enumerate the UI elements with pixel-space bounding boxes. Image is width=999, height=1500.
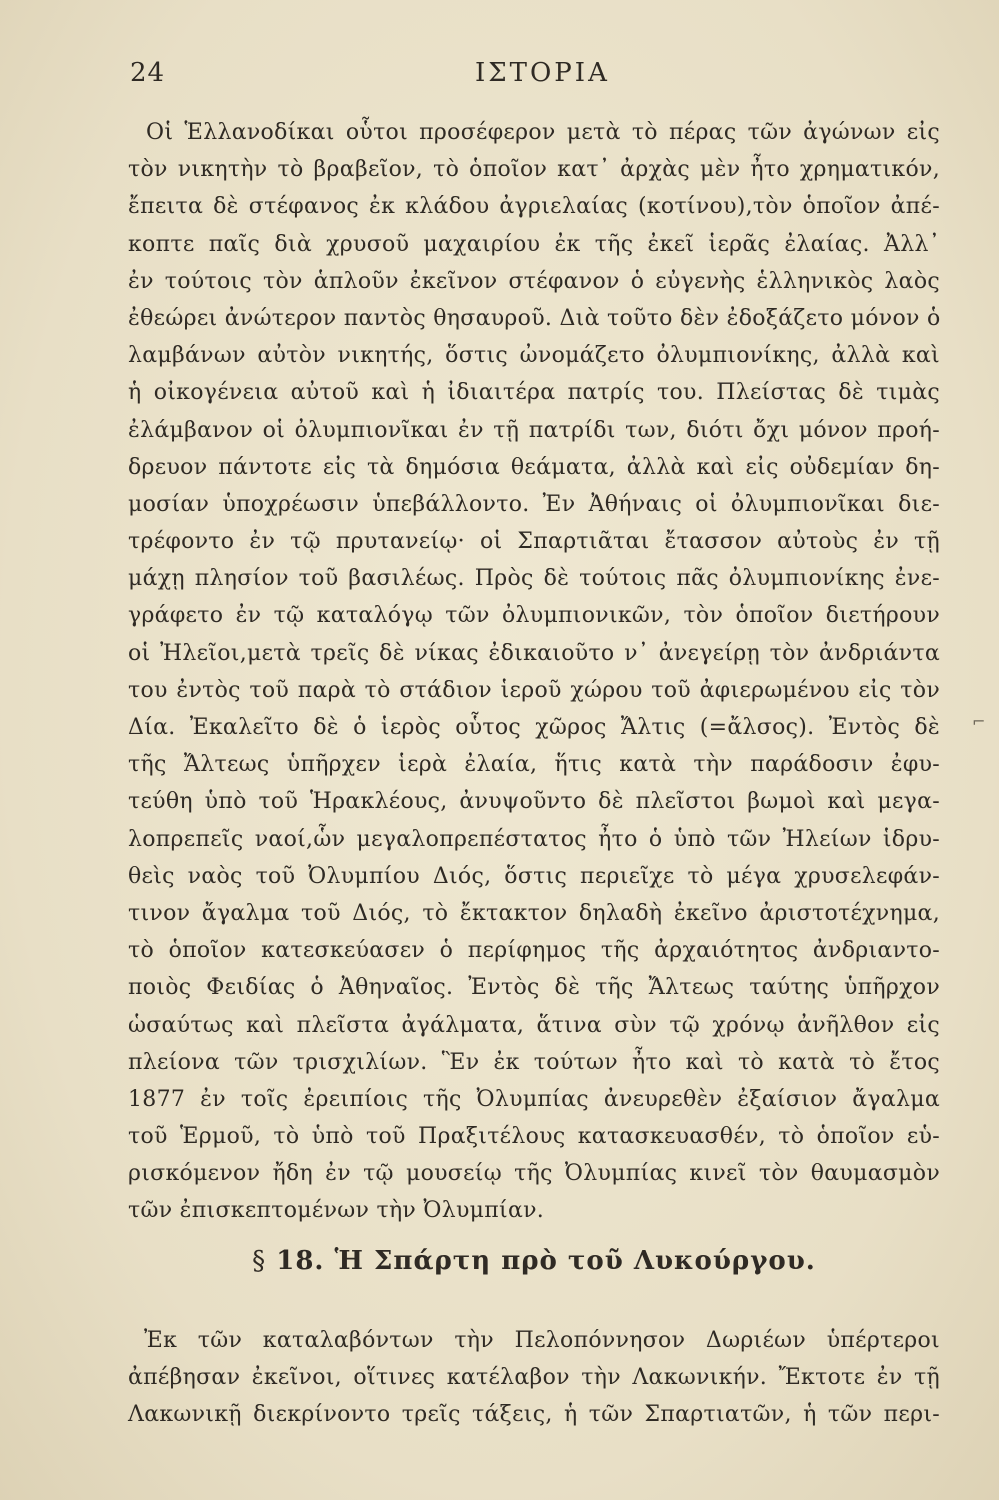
page-number: 24: [130, 58, 166, 88]
section-sign: §: [252, 1246, 267, 1276]
text-line: Ἐκ τῶν καταλαβόντων τὴν Πελοπόννησον Δωριέων ὑπέρτεροι: [144, 1328, 940, 1353]
text-line: τῶν ἐπισκεπτομένων τὴν Ὀλυμπίαν.: [128, 1198, 545, 1224]
text-line: Λακωνικῇ διεκρίνοντο τρεῖς τάξεις, ἡ τῶν Σπαρτιατῶν, ἡ τῶν περι-: [128, 1402, 940, 1428]
text-line: ἡ οἰκογένεια αὐτοῦ καὶ ἡ ἰδιαιτέρα πατρίς του. Πλείστας δὲ τιμὰς: [128, 380, 940, 406]
text-line: τρέφοντο ἐν τῷ πρυτανείῳ· οἱ Σπαρτιᾶται ἔτασσον αὐτοὺς ἐν τῇ: [128, 529, 940, 555]
paragraph-sparta: [128, 1322, 940, 1434]
text-line: ρισκόμενον ἤδη ἐν τῷ μουσείῳ τῆς Ὀλυμπίας κινεῖ τὸν θαυμασμὸν: [128, 1161, 940, 1187]
text-line: τεύθη ὑπὸ τοῦ Ἡρακλέους, ἀνυψοῦντο δὲ πλεῖστοι βωμοὶ καὶ μεγα-: [128, 789, 940, 815]
text-line: δρευον πάντοτε εἰς τὰ δημόσια θεάματα, ἀλλὰ καὶ εἰς οὐδεμίαν δη-: [128, 454, 940, 480]
text-line: τῆς Ἄλτεως ὑπῆρχεν ἱερὰ ἐλαία, ἥτις κατὰ τὴν παράδοσιν ἐφυ-: [128, 752, 940, 778]
page-header: [130, 58, 930, 98]
section-number: 18.: [276, 1246, 325, 1276]
section-title: Ἡ Σπάρτη πρὸ τοῦ Λυκούργου.: [334, 1246, 816, 1276]
text-line: ἔπειτα δὲ στέφανος ἐκ κλάδου ἀγριελαίας (κοτίνου),τὸν ὁποῖον ἀπέ-: [128, 194, 940, 220]
text-line: γράφετο ἐν τῷ καταλόγῳ τῶν ὀλυμπιονικῶν, τὸν ὁποῖον διετήρουν: [128, 603, 940, 629]
text-line: τοῦ Ἑρμοῦ, τὸ ὑπὸ τοῦ Πραξιτέλους κατασκευασθέν, τὸ ὁποῖον εὑ-: [128, 1124, 940, 1150]
text-line: Δία. Ἐκαλεῖτο δὲ ὁ ἱερὸς οὗτος χῶρος Ἄλτις (=ἄλσος). Ἐντὸς δὲ: [128, 715, 940, 740]
text-line: μοσίαν ὑποχρέωσιν ὑπεβάλλοντο. Ἐν Ἀθήναις οἱ ὀλυμπιονῖκαι διε-: [128, 491, 940, 517]
text-line: 1877 ἐν τοῖς ἐρειπίοις τῆς Ὀλυμπίας ἀνευρεθὲν ἐξαίσιον ἄγαλμα: [128, 1086, 940, 1112]
paragraph-olympic-victors: [128, 114, 940, 1230]
text-line: θεὶς ναὸς τοῦ Ὀλυμπίου Διός, ὅστις περιεῖχε τὸ μέγα χρυσελεφάν-: [128, 863, 940, 889]
text-line: λαμβάνων αὐτὸν νικητής, ὅστις ὠνομάζετο ὀλυμπιονίκης, ἀλλὰ καὶ: [128, 343, 940, 369]
text-line: ὡσαύτως καὶ πλεῖστα ἀγάλματα, ἅτινα σὺν τῷ χρόνῳ ἀνῆλθον εἰς: [128, 1012, 940, 1038]
text-line: ἐν τούτοις τὸν ἁπλοῦν ἐκεῖνον στέφανον ὁ εὐγενὴς ἑλληνικὸς λαὸς: [128, 268, 940, 294]
text-line: τινον ἄγαλμα τοῦ Διός, τὸ ἔκτακτον δηλαδὴ ἐκεῖνο ἀριστοτέχνημα,: [128, 900, 940, 926]
text-line: τὸν νικητὴν τὸ βραβεῖον, τὸ ὁποῖον κατ᾽ ἀρχὰς μὲν ἦτο χρηματικόν,: [128, 157, 940, 183]
text-line: λοπρεπεῖς ναοί,ὧν μεγαλοπρεπέστατος ἦτο ὁ ὑπὸ τῶν Ἠλείων ἱδρυ-: [128, 826, 940, 852]
text-line: τὸ ὁποῖον κατεσκεύασεν ὁ περίφημος τῆς ἀρχαιότητος ἀνδριαντο-: [128, 938, 940, 964]
section-heading: [128, 1246, 940, 1276]
text-line: ποιὸς Φειδίας ὁ Ἀθηναῖος. Ἐντὸς δὲ τῆς Ἄλτεως ταύτης ὑπῆρχον: [128, 975, 940, 1001]
text-line: μάχῃ πλησίον τοῦ βασιλέως. Πρὸς δὲ τούτοις πᾶς ὀλυμπιονίκης ἐνε-: [128, 566, 940, 592]
margin-mark: ⌐: [972, 712, 986, 731]
text-line: οἱ Ἠλεῖοι,μετὰ τρεῖς δὲ νίκας ἐδικαιοῦτο ν᾽ ἀνεγείρῃ τὸν ἀνδριάντα: [128, 640, 940, 666]
text-line: πλείονα τῶν τρισχιλίων. Ἓν ἐκ τούτων ἦτο καὶ τὸ κατὰ τὸ ἔτος: [128, 1049, 940, 1075]
text-line: του ἐντὸς τοῦ παρὰ τὸ στάδιον ἱεροῦ χώρου τοῦ ἀφιερωμένου εἰς τὸν: [128, 677, 940, 703]
text-line: ἀπέβησαν ἐκεῖνοι, οἵτινες κατέλαβον τὴν Λακωνικήν. Ἔκτοτε ἐν τῇ: [128, 1365, 940, 1391]
text-line: Οἱ Ἑλλανοδίκαι οὗτοι προσέφερον μετὰ τὸ πέρας τῶν ἀγώνων εἰς: [146, 120, 940, 145]
text-line: ἐθεώρει ἀνώτερον παντὸς θησαυροῦ. Διὰ τοῦτο δὲν ἐδοξάζετο μόνον ὁ: [128, 305, 941, 331]
text-line: κοπτε παῖς διὰ χρυσοῦ μαχαιρίου ἐκ τῆς ἐκεῖ ἱερᾶς ἐλαίας. Ἀλλ᾽: [128, 231, 940, 257]
text-line: ἐλάμβανον οἱ ὀλυμπιονῖκαι ἐν τῇ πατρίδι των, διότι ὄχι μόνον προή-: [128, 417, 940, 443]
running-title: ΙΣΤΟΡΙΑ: [475, 58, 610, 88]
